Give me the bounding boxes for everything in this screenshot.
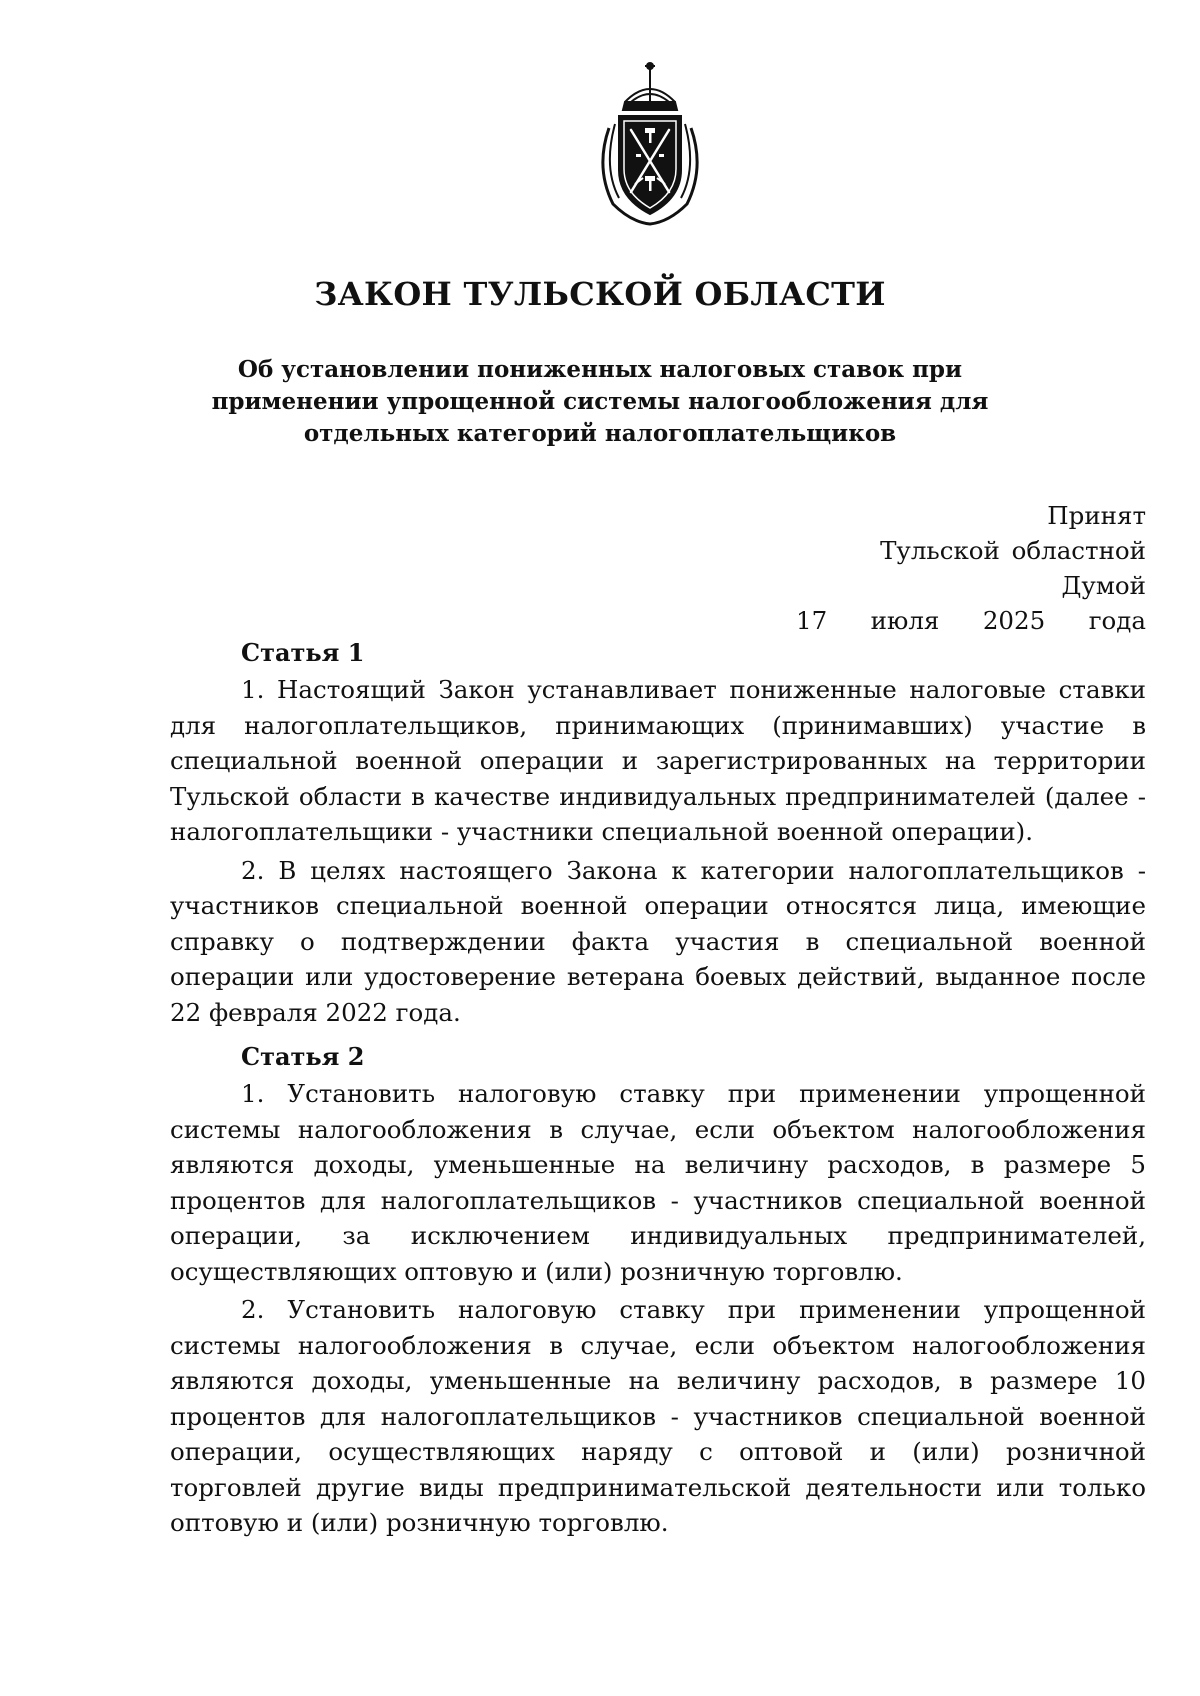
adoption-suffix: года — [1088, 606, 1146, 635]
article-1 — [170, 636, 1146, 1030]
article-heading: Статья 2 — [241, 1042, 365, 1071]
article-paragraph: 2. Установить налоговую ставку при применении упрощенной системы налогообложения в случае, если объектом налогообложения являются доходы, уменьшенные на величину расходов, в размере 10 процентов для налогоплательщиков - участников специальной военной операции, осуществляющих наряду с оптовой и (или) розничной торговлей другие виды предпринимательской деятельности или только оптовую и (или) розничную торговлю. — [170, 1295, 1146, 1537]
adoption-year: 2025 — [982, 606, 1046, 635]
adoption-block — [796, 498, 1146, 638]
adopted-label: Принят — [1047, 501, 1146, 530]
article-paragraph: 1. Настоящий Закон устанавливает пониженные налоговые ставки для налогоплательщиков, принимающих (принимавших) участие в специальной военной операции и зарегистрированных на территории Тульской области в качестве индивидуальных предпринимателей (далее - налогоплательщики - участники специальной военной операции). — [170, 675, 1146, 846]
coat-of-arms-icon — [591, 58, 709, 226]
adoption-date — [796, 603, 1146, 638]
law-title: ЗАКОН ТУЛЬСКОЙ ОБЛАСТИ — [314, 275, 886, 313]
article-paragraph: 2. В целях настоящего Закона к категории налогоплательщиков - участников специальной военной операции относятся лица, имеющие справку о подтверждении факта участия в специальной военной операции или удостоверение ветерана боевых действий, выданное после 22 февраля 2022 года. — [170, 855, 1146, 1027]
article-2 — [170, 1040, 1146, 1541]
adoption-day: 17 — [796, 606, 828, 635]
adopted-by: Тульской областной Думой — [880, 536, 1146, 600]
article-paragraph: 1. Установить налоговую ставку при применении упрощенной системы налогообложения в случае, если объектом налогообложения являются доходы, уменьшенные на величину расходов, в размере 5 процентов для налогоплательщиков - участников специальной военной операции, за исключением индивидуальных предпринимателей, осуществляющих оптовую и (или) розничную торговлю. — [170, 1079, 1146, 1286]
adoption-month: июля — [870, 606, 940, 635]
law-subtitle: Об установлении пониженных налоговых ставок при применении упрощенной системы налогообложения для отдельных категорий налогоплательщиков — [211, 356, 989, 447]
article-heading: Статья 1 — [241, 638, 365, 667]
